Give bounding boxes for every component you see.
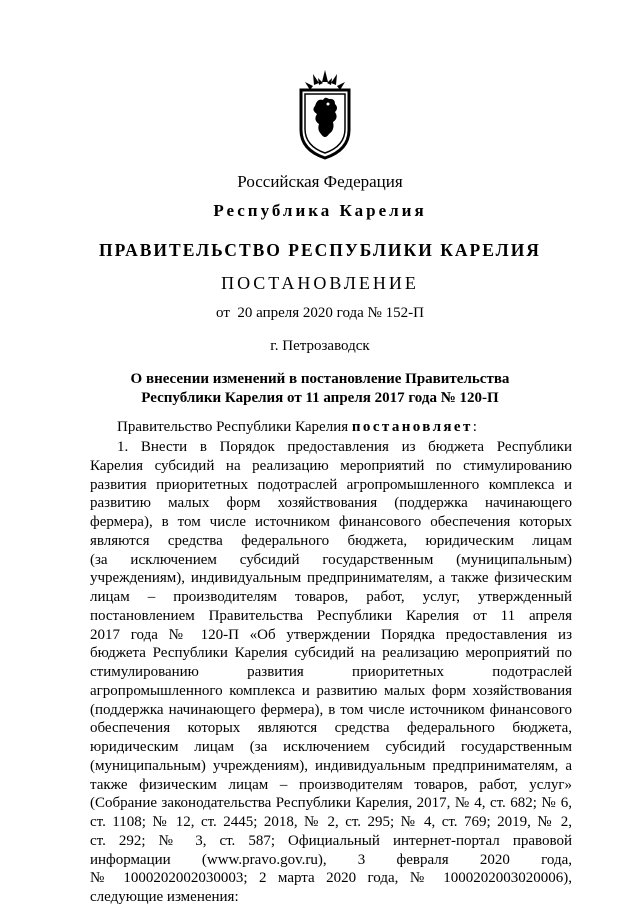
body-line: 1. Внести в Порядок предоставления из бюджета Республики: [117, 439, 572, 455]
coat-of-arms-icon: [295, 68, 355, 160]
body-line: (поддержка начинающего фермера), в том числе источником финансового: [90, 701, 572, 718]
body-line: лицам – производителям товаров, работ, услуг, утвержденный: [90, 589, 572, 605]
body-line: информации (www.pravo.gov.ru), 3 февраля 2020 года,: [90, 851, 572, 868]
body-line: агропромышленного комплекса и развитию малых форм хозяйствования: [90, 682, 572, 699]
body-line: постановлением Правительства Республики Карелия от 11 апреля: [90, 607, 572, 624]
body-line: ст. 292; № 3, ст. 587; Официальный интернет-портал правовой: [90, 832, 572, 849]
body-line: стимулированию развития приоритетных подотраслей: [90, 664, 572, 680]
document-city: г. Петрозаводск: [270, 338, 370, 354]
country-name: Российская Федерация: [237, 172, 403, 191]
preamble-colon: :: [472, 419, 477, 435]
body-line: Карелия субсидий на реализацию мероприятий по стимулированию: [90, 457, 572, 474]
body-line: развитию малых форм хозяйствования (поддержка начинающего: [90, 495, 572, 512]
title-line-1: О внесении изменений в постановление Правительства: [130, 371, 510, 387]
body-line: учреждениям), индивидуальным предпринимателям, а также физическим: [90, 570, 572, 587]
preamble: [117, 419, 577, 436]
body-line: юридическим лицам (за исключением субсидий государственным: [90, 739, 572, 755]
body-line: (муниципальным) учреждениям), индивидуальным предпринимателям, а: [90, 757, 572, 774]
body-line: № 1000202002030003; 2 марта 2020 года, № 1000202003020006),: [90, 870, 572, 887]
document-body: [90, 438, 572, 907]
body-line: (Собрание законодательства Республики Карелия, 2017, № 4, ст. 682; № 6,: [90, 795, 572, 812]
government-name: ПРАВИТЕЛЬСТВО РЕСПУБЛИКИ КАРЕЛИЯ: [99, 240, 541, 260]
body-line: развития приоритетных подотраслей агропромышленного комплекса и: [90, 476, 572, 493]
body-line: ст. 1108; № 12, ст. 2445; 2018, № 2, ст. 295; № 4, ст. 769; 2019, № 2,: [90, 814, 572, 830]
decree-word: постановляет: [351, 419, 473, 435]
preamble-text: Правительство Республики Карелия: [117, 419, 352, 435]
body-line: являются средства федерального бюджета, юридическим лицам: [90, 532, 572, 549]
body-line: фермера), в том числе источником финансового обеспечения которых: [90, 514, 572, 530]
body-line: следующие изменения:: [90, 889, 239, 905]
body-line: обеспечения которых являются средства федерального бюджета,: [90, 720, 572, 737]
body-line: также физическим лицам – производителям товаров, работ, услуг»: [90, 776, 572, 793]
title-line-2: Республики Карелия от 11 апреля 2017 года № 120-П: [141, 390, 499, 406]
document-date: от 20 апреля 2020 года № 152-П: [216, 305, 424, 321]
republic-name: Республика Карелия: [213, 201, 427, 220]
body-line: (за исключением субсидий государственным (муниципальным): [90, 551, 572, 568]
body-line: бюджета Республики Карелия субсидий на реализацию мероприятий по: [90, 645, 572, 662]
document-title: [110, 370, 530, 408]
body-line: 2017 года № 120-П «Об утверждении Порядка предоставления из: [90, 626, 572, 643]
document-type: ПОСТАНОВЛЕНИЕ: [221, 273, 419, 293]
